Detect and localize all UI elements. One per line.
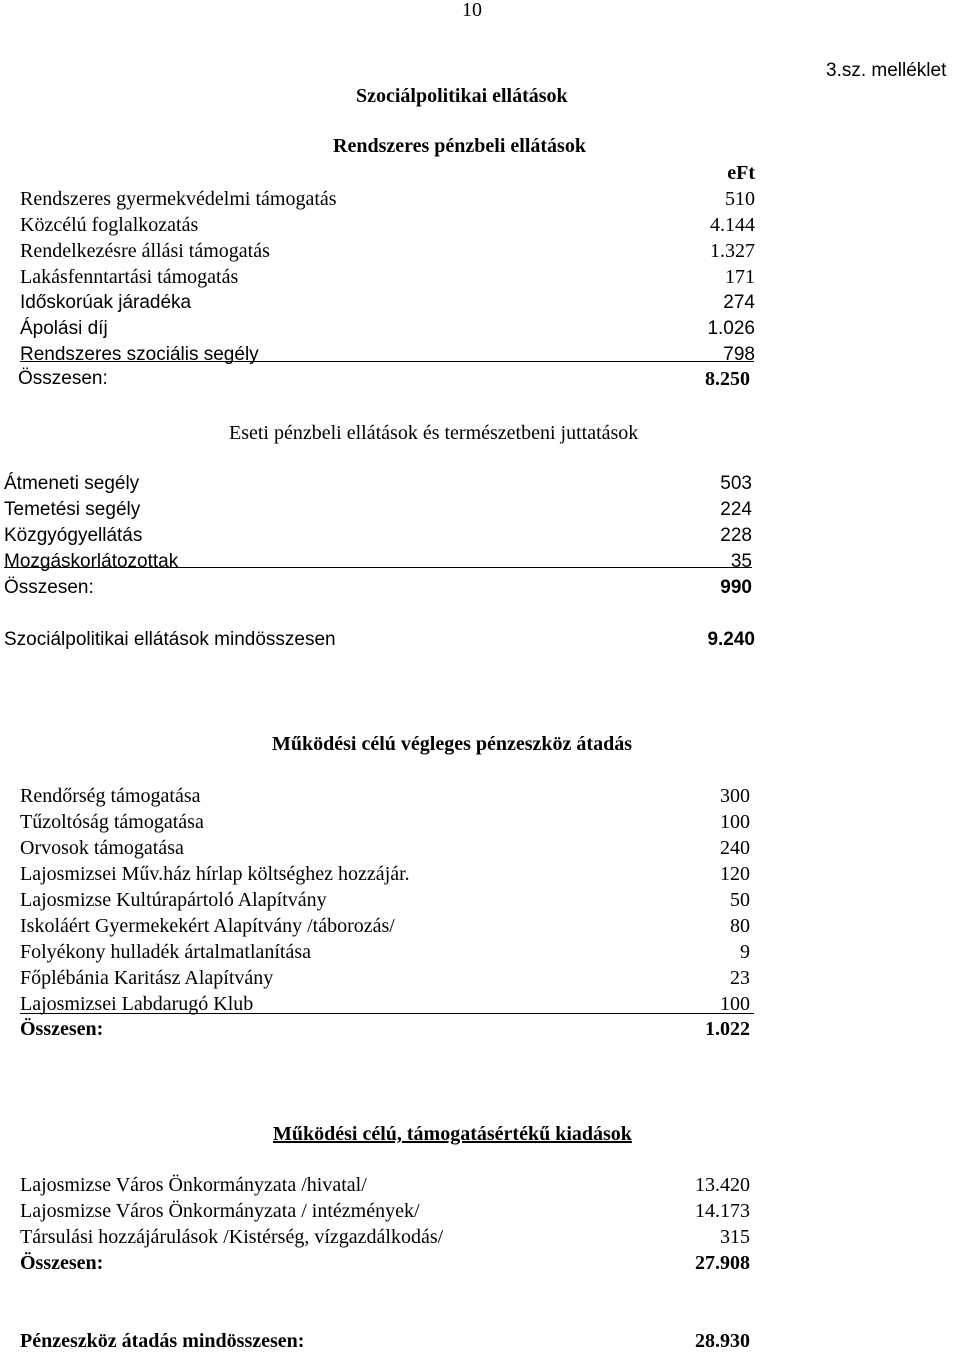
table-row [0, 319, 960, 341]
section4-total-label: Összesen: [20, 1252, 104, 1274]
row-label: Rendszeres gyermekvédelmi támogatás [20, 188, 337, 210]
row-value: 13.420 [695, 1174, 750, 1196]
row-value: 120 [720, 863, 750, 885]
row-value: 50 [730, 889, 750, 911]
section3-title: Működési célú végleges pénzeszköz átadás [272, 733, 632, 755]
row-value: 315 [720, 1226, 750, 1248]
section1-divider [20, 361, 754, 362]
row-value: 14.173 [695, 1200, 750, 1222]
table-row [0, 786, 960, 808]
table-row [0, 526, 960, 548]
final-total-label: Pénzeszköz átadás mindösszesen: [20, 1330, 305, 1352]
row-value: 9 [740, 941, 750, 963]
table-row [0, 474, 960, 496]
row-label: Ápolási díj [20, 318, 108, 339]
table-row [0, 215, 960, 237]
row-label: Iskoláért Gyermekekért Alapítvány /táborozás/ [20, 915, 395, 937]
table-row [0, 942, 960, 964]
section2-total-label: Összesen: [4, 577, 94, 598]
main-title: Szociálpolitikai ellátások [356, 85, 568, 107]
row-label: Közcélú foglalkozatás [20, 214, 199, 236]
table-row [0, 1227, 960, 1249]
table-row [0, 968, 960, 990]
row-label: Tűzoltóság támogatása [20, 811, 204, 833]
row-label: Társulási hozzájárulások /Kistérség, vízgazdálkodás/ [20, 1226, 444, 1248]
row-label: Főplébánia Karitász Alapítvány [20, 967, 274, 989]
row-value: 171 [725, 266, 755, 288]
row-value: 798 [723, 344, 755, 365]
social-grand-total-label: Szociálpolitikai ellátások mindösszesen [4, 629, 336, 650]
table-row [0, 864, 960, 886]
row-value: 228 [720, 525, 752, 546]
row-label: Lajosmizsei Labdarugó Klub [20, 993, 254, 1015]
page-number: 10 [462, 0, 482, 21]
table-row [0, 552, 960, 574]
table-row [0, 189, 960, 211]
row-label: Lajosmizsei Műv.ház hírlap költséghez hozzájár. [20, 863, 410, 885]
row-label: Rendőrség támogatása [20, 785, 201, 807]
table-row [0, 890, 960, 912]
section1-total-value: 8.250 [705, 368, 750, 390]
row-value: 510 [725, 188, 755, 210]
row-value: 240 [720, 837, 750, 859]
table-row [0, 267, 960, 289]
table-row [0, 1175, 960, 1197]
table-row [0, 838, 960, 860]
table-row [0, 241, 960, 263]
row-value: 100 [720, 811, 750, 833]
section1-title: Rendszeres pénzbeli ellátások [333, 135, 586, 157]
row-label: Lajosmizse Kultúrapártoló Alapítvány [20, 889, 327, 911]
row-label: Temetési segély [4, 499, 141, 520]
row-label: Lajosmizse Város Önkormányzata /hivatal/ [20, 1174, 367, 1196]
row-label: Időskorúak járadéka [20, 292, 192, 313]
row-label: Folyékony hulladék ártalmatlanítása [20, 941, 312, 963]
section3-total-label: Összesen: [20, 1018, 104, 1040]
table-row [0, 916, 960, 938]
row-label: Rendelkezésre állási támogatás [20, 240, 270, 262]
row-value: 23 [730, 967, 750, 989]
annex-label: 3.sz. melléklet [826, 60, 947, 81]
table-row [0, 812, 960, 834]
row-value: 1.026 [707, 318, 755, 339]
row-value: 80 [730, 915, 750, 937]
row-value: 35 [730, 551, 752, 572]
section3-divider [20, 1013, 754, 1014]
table-row [0, 293, 960, 315]
section1-total-label: Összesen: [18, 368, 108, 389]
social-grand-total-value: 9.240 [707, 629, 755, 650]
section3-total-value: 1.022 [705, 1018, 750, 1040]
row-value: 224 [720, 499, 752, 520]
row-label: Mozgáskorlátozottak [4, 551, 179, 572]
row-value: 274 [723, 292, 755, 313]
final-total-value: 28.930 [695, 1330, 750, 1352]
table-row [0, 1201, 960, 1223]
row-label: Rendszeres szociális segély [20, 344, 259, 365]
row-value: 503 [720, 473, 752, 494]
row-label: Lakásfenntartási támogatás [20, 266, 239, 288]
section2-divider [4, 567, 752, 568]
row-value: 300 [720, 785, 750, 807]
row-value: 100 [720, 993, 750, 1015]
table-row [0, 500, 960, 522]
row-value: 4.144 [710, 214, 755, 236]
row-label: Átmeneti segély [4, 473, 140, 494]
section4-title: Működési célú, támogatásértékű kiadások [273, 1123, 632, 1145]
section4-total-value: 27.908 [695, 1252, 750, 1274]
row-label: Közgyógyellátás [4, 525, 143, 546]
row-label: Lajosmizse Város Önkormányzata / intézmények/ [20, 1200, 420, 1222]
section2-title: Eseti pénzbeli ellátások és természetbeni juttatások [229, 422, 639, 444]
row-label: Orvosok támogatása [20, 837, 184, 859]
unit-label: eFt [727, 162, 755, 184]
table-row [0, 345, 960, 367]
row-value: 1.327 [710, 240, 755, 262]
section2-total-value: 990 [720, 577, 752, 598]
